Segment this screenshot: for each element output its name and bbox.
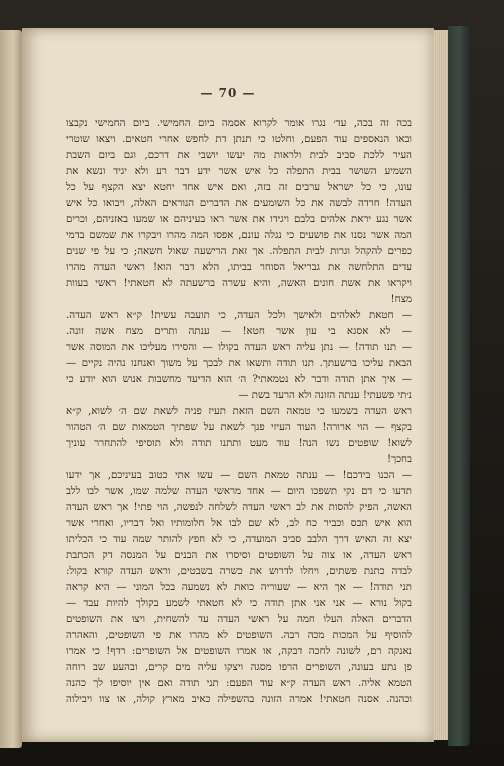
text-line: — חטאת לאלהים ולאישך ולכל העדה, כי תועבה עשית! ק״א ראש העדה. [66,310,412,321]
text-line: — איך אתן תודה ודבר לא נטמאתי? ה׳ הוא הדיעד מחשבות אנוש הוא יודע כי [66,374,412,385]
text-line: הטמא אליה. ראש העדה ק״א עוד הפעם: תני תודה ואם אין יוסיפו לך כהנה [66,678,412,689]
text-line: לשוא! שופטים נשו הנה! עוד מעט ותתנו תודה ולא תוסיפי להתחרר עוניך [66,438,412,449]
text-line: בחכך! [386,454,412,465]
text-line: ראש העדה בשמעו כי טמאה השם הזאת תעיז פניה לשאת שם ה׳ לשוא, ק״א [66,406,412,417]
text-line: העיר ללכת סביב לבית ולראות מה יעשו יושבי את דרכם, וגם ביום השבת [66,150,412,161]
text-line: נ׳תי פשעתי! ענתה הזונה ולא הרעד בשת — [238,390,412,401]
text-line: נאנקה רם, לשונה לחכה דבקה, או אמרו השופטים אל השופרים: רדף! כי אמרו [66,646,412,657]
text-line: — לא אסגא בי עון אשר חטא! — ענתה ותרים מצח אשה זונה. [66,326,412,337]
text-line: הדברים האלה העלו חמה על ראשי העדה עד להשחית, ויצו את השופטים [66,614,412,625]
text-line: ראש העדה, או צוה על השופטים וסיסרו את הבנים על המנסה דק הכתבת [66,550,412,561]
text-line: יצא זה האיש דרך הלבב סביב המועדה, כי לא חפץ להותר שמה עוד כי הכליתו [66,534,412,545]
text-line: הוא איש תכס וכביר כח לב, לא שם לבו אל חלומותיו ואל דבריו, ואחרי אשר [66,518,412,529]
text-line: מצח! [390,294,412,305]
text-line: השמיע השושר בבית התפלה כל איש אשר ידע דבר רע ולא יגיד ונשא את [66,166,412,177]
text-line: תני תודה! — אך היא — שעוריה כואת לא נשמעה בכל המוני — היא קראה [66,582,412,593]
text-line: עונו, כי כל ישראל ערבים זה בזה, ואם איש אחד יחטא יצא הקצף על כל [66,182,412,193]
text-line: הבאת עליכו ברשעתך. תנו תודה ותשאו את לבכך על משוך ואנחנו נהיה נקיים — [66,358,412,369]
text-line: כפרים להקהל וגרות לבית התפלה. אך זאת הרישעה שאול חשאה; כי על פי שנים [66,246,412,257]
text-line: בקול נורא — אני אני אתן תודה כי לא חטאתי לשמע בקולך להיות עבד — [66,598,412,609]
left-page-sliver [0,30,22,748]
page-number: — 70 — [200,86,256,100]
book-cover [448,26,470,746]
text-line: המה אשר נסנו את פושעים כי נגלה עונם, אפסו המה מהרו ויבקרו את שמשם בדמי [66,230,412,241]
page-edge [434,30,448,740]
text-line: ובאו הנאספים עוד הפעם, וחלטו כי תנתן דת לחפש אחרי חטאים. ויצאו שוטרי [66,134,412,145]
text-line: לבדה כתנת פשתים, ויחלו לדרוש את כשרה בשבטים, וראש העדה קורא בקול: [66,566,412,577]
text-line: — הכנו בידכם! — ענתה טמאת השם — עשו אתי כטוב בעיניכם, אך ידעו [66,470,412,481]
text-line: להוסיף על המכות מכה רבה. השופטים לא מהרו את פי השופטים, והאהרה [66,630,412,641]
text-line: בקצף — הוי ארורה! העוד העיזי פנך לשאת על שפתיך הטמאות שם ה׳ הטהור [66,422,412,433]
text-line: תדעו כי דם נקי תשפכו היום — אחד מראשי העדה שלמה שמו, אשר לבו ללב [66,486,412,497]
text-line: עדים התלחשה את גבריאל הסוחר בביתו, הלא דבר הוא! ראשי העדה מהרו [66,262,412,273]
text-line: אשר נגע יראת אלהים בלבם ויגידו את אשר ראו בעיניהם או שמעו באזניהם, וכרים [66,214,412,225]
text-line: האשה, הפיק להסות את לב ראשי העדה לשלחה לנפשה, הוי פתי! אך ראש העדה [66,502,412,513]
text-line: — תנו תודה! — נתן עליה ראש העדה בקולו — והסירו מעליכו את המוסה אשר [66,342,412,353]
text-line: העדה! חרדה לבשה את כל השומעים את הדברים הנוראים האלה, ויבואו כל איש [66,198,412,209]
text-line: ויקראו את אשת חונים האשה, והיא עשרה ברשעתה לא חטאתי! ראשי בעוות [66,278,412,289]
text-line: וכהנה. אסנה חטאתי! אמרה הזונה בהשפילה כאיב מארץ קולה, או צוו ויבילוה [66,694,412,705]
page-text [66,116,412,708]
book-page [22,28,434,742]
text-line: פן נתע בעונה, השופרים הרפו מסגה ויצקו עליה מים קרים, ובהעע שב רוחה [66,662,412,673]
text-line: בכה זה בכה, עד׳ נגרו אומר לקרוא אסמה ביום החמישי. ביום החמישי נקבצו [66,118,412,129]
